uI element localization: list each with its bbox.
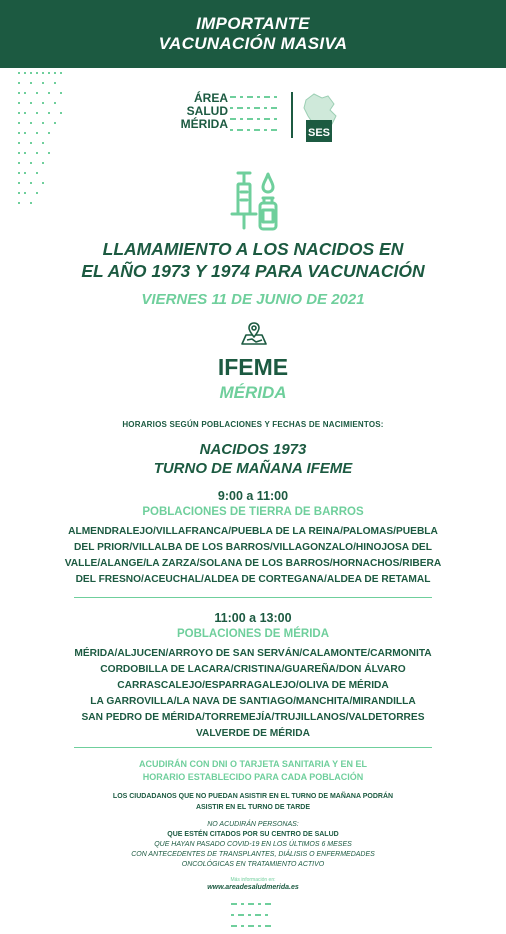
decorative-dot-pattern-bottom	[231, 902, 277, 930]
group-title	[0, 440, 506, 478]
ses-label: SES	[307, 127, 331, 139]
exclusions-title: NO ACUDIRÁN PERSONAS:	[207, 821, 299, 828]
exclusions	[0, 820, 506, 870]
slot-1-time: 9:00 a 11:00	[217, 489, 289, 503]
group-title-line-2: TURNO DE MAÑANA IFEME	[153, 460, 353, 477]
afternoon-line-2: ASISTIR EN EL TURNO DE TARDE	[195, 804, 311, 811]
syringe-vial-icon	[230, 170, 282, 232]
slot-2-line-3: CARRASCALEJO/ESPARRAGALEJO/OLIVA DE MÉRIDA	[117, 680, 389, 691]
more-info-label: Más información en:	[230, 877, 276, 883]
map-pin-icon	[240, 322, 268, 346]
slot-2-town-list	[52, 646, 454, 742]
slot-1-town-list	[52, 524, 454, 588]
logo-row	[0, 88, 506, 144]
requirement-line-2: HORARIO ESTABLECIDO PARA CADA POBLACIÓN	[142, 772, 364, 782]
slot-2-line-6: VALVERDE DE MÉRIDA	[196, 728, 310, 739]
banner-line-1: IMPORTANTE	[196, 14, 310, 33]
slot-1-line-4: DEL FRESNO/ACEUCHAL/ALDEA DE CORTEGANA/ALDEA DE RETAMAL	[75, 574, 431, 585]
logo-line-1: ÁREA	[193, 91, 228, 105]
area-salud-logo-text	[172, 92, 228, 131]
headline-line-2: EL AÑO 1973 Y 1974 PARA VACUNACIÓN	[81, 261, 425, 281]
headline	[0, 238, 506, 282]
logo-divider	[291, 92, 293, 138]
requirement-line-1: ACUDIRÁN CON DNI O TARJETA SANITARIA Y EN EL	[138, 759, 367, 769]
slot-2-area: POBLACIONES DE MÉRIDA	[176, 628, 330, 640]
venue-name: IFEME	[217, 354, 289, 380]
slot-1-line-1: ALMENDRALEJO/VILLAFRANCA/PUEBLA DE LA REINA/PALOMAS/PUEBLA	[68, 526, 438, 537]
website-link[interactable]: www.areadesaludmerida.es	[207, 884, 299, 891]
event-date: VIERNES 11 DE JUNIO DE 2021	[141, 291, 365, 308]
slot-2-line-2: CORDOBILLA DE LACARA/CRISTINA/GUAREÑA/DON ÁLVARO	[100, 664, 406, 675]
exclusion-item-2: QUE HAYAN PASADO COVID-19 EN LOS ÚLTIMOS 6 MESES	[154, 841, 352, 848]
logo-line-3: MÉRIDA	[180, 117, 228, 131]
group-title-line-1: NACIDOS 1973	[199, 441, 307, 458]
extremadura-map-icon	[300, 92, 340, 142]
logo-line-2: SALUD	[186, 104, 228, 118]
banner-line-2: VACUNACIÓN MASIVA	[158, 34, 348, 53]
slot-2-line-5: SAN PEDRO DE MÉRIDA/TORREMEJÍA/TRUJILLANOS/VALDETORRES	[81, 712, 425, 723]
slot-2-line-1: MÉRIDA/ALJUCEN/ARROYO DE SAN SERVÁN/CALAMONTE/CARMONITA	[74, 648, 432, 659]
slot-1-line-2: DEL PRIOR/VILLALBA DE LOS BARROS/VILLAGONZALO/HINOJOSA DEL	[74, 542, 432, 553]
afternoon-shift-note	[0, 791, 506, 813]
exclusion-item-4: ONCOLÓGICAS EN TRATAMIENTO ACTIVO	[181, 861, 325, 868]
slot-2-time: 11:00 a 13:00	[214, 611, 292, 625]
divider-2	[74, 747, 432, 748]
schedule-intro: HORARIOS SEGÚN POBLACIONES Y FECHAS DE NACIMIENTOS:	[122, 420, 384, 429]
slot-1-line-3: VALLE/ALANGE/LA ZARZA/SOLANA DE LOS BARROS/HORNACHOS/RIBERA	[64, 558, 442, 569]
afternoon-line-1: LOS CIUDADANOS QUE NO PUEDAN ASISTIR EN EL TURNO DE MAÑANA PODRÁN	[112, 793, 394, 800]
headline-line-1: LLAMAMIENTO A LOS NACIDOS EN	[102, 239, 404, 259]
venue-city: MÉRIDA	[219, 383, 287, 402]
exclusion-item-3: CON ANTECEDENTES DE TRANSPLANTES, DIÁLISIS O ENFERMEDADES	[131, 851, 375, 858]
slot-2-line-4: LA GARROVILLA/LA NAVA DE SANTIAGO/MANCHITA/MIRANDILLA	[90, 696, 416, 707]
divider-1	[74, 597, 432, 598]
header-banner	[0, 0, 506, 68]
slot-1-area: POBLACIONES DE TIERRA DE BARROS	[142, 506, 364, 518]
exclusion-item-1: QUE ESTÉN CITADOS POR SU CENTRO DE SALUD	[167, 831, 339, 838]
logo-dot-pattern	[230, 94, 280, 136]
requirement-note	[0, 758, 506, 784]
